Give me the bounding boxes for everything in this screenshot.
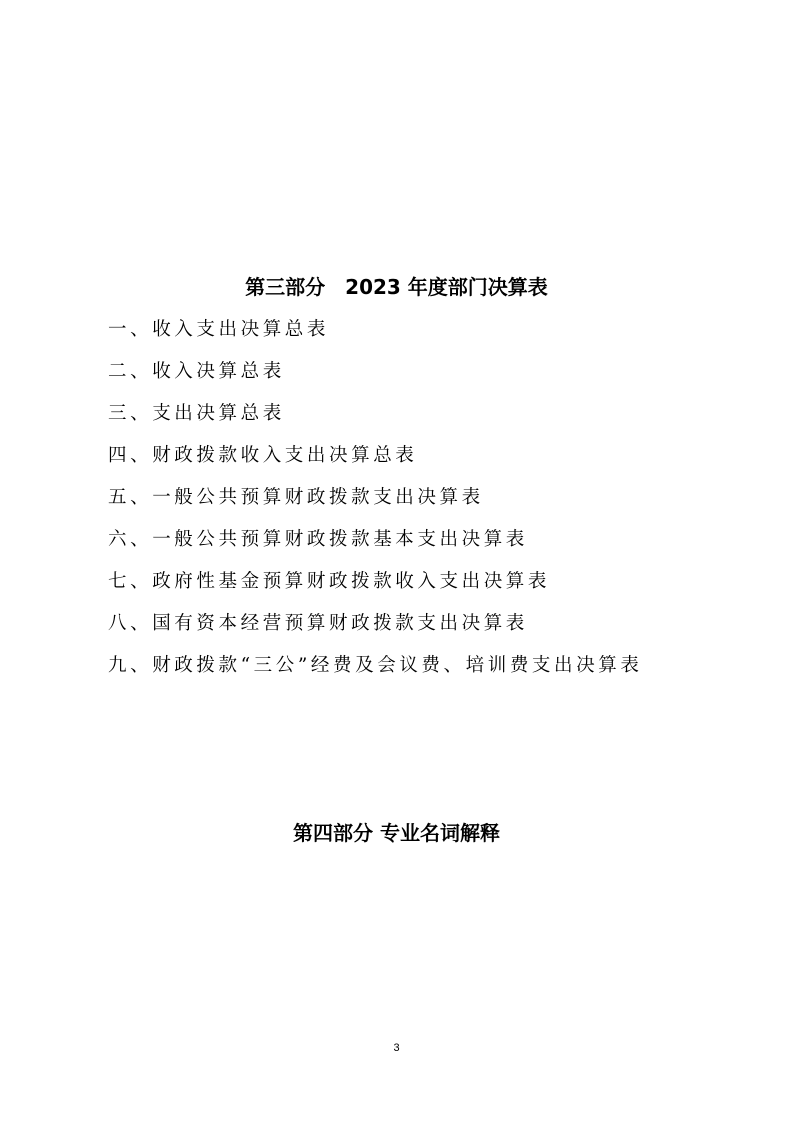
list-item: 一、收入支出决算总表 xyxy=(108,319,330,340)
list-item: 九、财政拨款“三公”经费及会议费、培训费支出决算表 xyxy=(108,655,643,676)
part3-title: 第三部分 2023 年度部门决算表 xyxy=(245,275,548,299)
list-item: 七、政府性基金预算财政拨款收入支出决算表 xyxy=(108,571,551,592)
table-of-contents xyxy=(108,316,642,694)
part4-title: 第四部分 专业名词解释 xyxy=(293,821,500,845)
list-item: 五、一般公共预算财政拨款支出决算表 xyxy=(108,487,484,508)
list-item: 三、支出决算总表 xyxy=(108,403,285,424)
list-item: 二、收入决算总表 xyxy=(108,361,285,382)
list-item: 四、财政拨款收入支出决算总表 xyxy=(108,445,418,466)
page-number: 3 xyxy=(393,1042,400,1054)
list-item: 八、国有资本经营预算财政拨款支出决算表 xyxy=(108,613,528,634)
list-item: 六、一般公共预算财政拨款基本支出决算表 xyxy=(108,529,528,550)
